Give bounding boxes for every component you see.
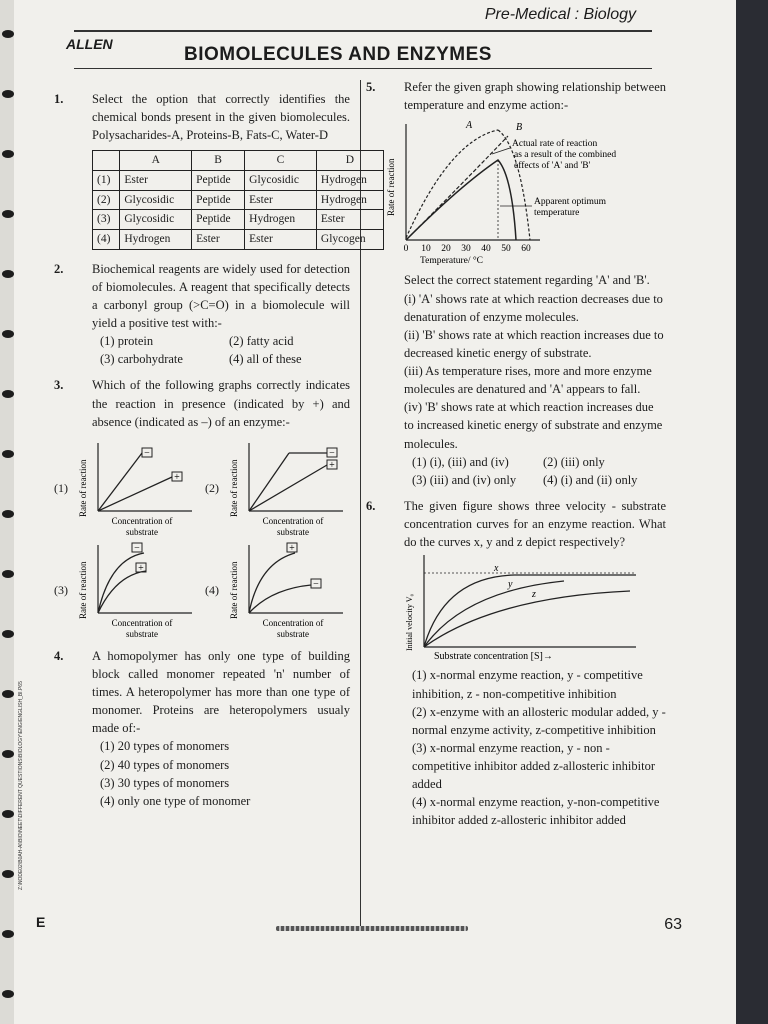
label-a: A bbox=[466, 120, 473, 132]
binding-ring bbox=[2, 990, 14, 998]
table-header bbox=[93, 151, 120, 171]
options-list bbox=[404, 453, 666, 489]
binding-ring bbox=[2, 450, 14, 458]
binding-ring bbox=[2, 750, 14, 758]
graph-option-1[interactable] bbox=[54, 439, 199, 539]
question-5-body bbox=[366, 271, 666, 489]
option[interactable]: (4) all of these bbox=[229, 352, 302, 367]
question-3 bbox=[54, 376, 350, 430]
graph-3-svg bbox=[80, 541, 198, 641]
curve-minus bbox=[249, 585, 311, 613]
y-axis-label: Initial velocity V₀ bbox=[405, 593, 414, 652]
binding-ring bbox=[2, 810, 14, 818]
statement: (iv) 'B' shows rate at which reaction increases due to increased kinetic energy of substrate and enzyme molecules. bbox=[404, 400, 663, 451]
binding-ring bbox=[2, 570, 14, 578]
x-axis-label: Concentration of bbox=[262, 515, 324, 526]
x-axis-label: substrate bbox=[277, 526, 309, 537]
plus-symbol: + bbox=[174, 471, 180, 483]
option[interactable]: (1) 20 types of monomers bbox=[100, 739, 230, 754]
y-axis-label: Rate of reaction bbox=[229, 561, 239, 619]
x-tick-label: 10 bbox=[421, 244, 431, 255]
subject-header: Pre-Medical : Biology bbox=[484, 6, 636, 23]
table-cell: Glycosidic bbox=[120, 190, 192, 210]
brand-logo: ALLEN bbox=[66, 36, 113, 52]
graph-label: (1) bbox=[54, 481, 68, 496]
question-text: Refer the given graph showing relationship between temperature and enzyme action:- bbox=[404, 80, 666, 113]
curve-plus bbox=[249, 465, 327, 511]
binding-ring bbox=[2, 930, 14, 938]
label-b: B bbox=[516, 122, 523, 134]
table-cell: Ester bbox=[245, 190, 317, 210]
annotation-pointer bbox=[492, 148, 510, 154]
table-cell: Hydrogen bbox=[245, 210, 317, 230]
option[interactable]: (1) protein bbox=[100, 334, 154, 349]
graph-label: (3) bbox=[54, 583, 68, 598]
option[interactable]: (4) x-normal enzyme reaction, y-non-competitive inhibitor added z-allosteric inhibitor added bbox=[412, 795, 660, 828]
x-axis-label: Concentration of bbox=[262, 617, 324, 628]
table-row bbox=[93, 230, 384, 250]
option[interactable]: (1) (i), (iii) and (iv) bbox=[412, 454, 509, 469]
curve-plus bbox=[98, 477, 172, 511]
binding-ring bbox=[2, 510, 14, 518]
option[interactable]: (2) (iii) only bbox=[543, 454, 605, 469]
table-cell: Ester bbox=[316, 210, 383, 230]
file-path-margin: Z:\NODE02\B0AH-AI\BIO\NEET\DIFFERENT QUESTIONS\BIOLOGY\ENG\ENGLISH_BI.P65 bbox=[18, 681, 24, 890]
textbook-page bbox=[14, 0, 736, 1024]
plus-symbol: + bbox=[138, 562, 144, 574]
binding-ring bbox=[2, 630, 14, 638]
graph-option-2[interactable] bbox=[205, 439, 350, 539]
option[interactable]: (2) fatty acid bbox=[229, 334, 294, 349]
statement: (iii) As temperature rises, more and more enzyme molecules are denatured and 'A' appears to fall. bbox=[404, 364, 652, 397]
question-5 bbox=[366, 78, 666, 114]
table-header: A bbox=[120, 151, 192, 171]
curve-x-label: x bbox=[494, 563, 499, 575]
footer-letter: E bbox=[36, 914, 46, 930]
table-cell: (4) bbox=[93, 230, 120, 250]
option[interactable]: (1) x-normal enzyme reaction, y - competitive inhibition, z - non-competitive inhibition bbox=[412, 668, 643, 701]
header-rule bbox=[74, 30, 652, 32]
table-cell: Glycosidic bbox=[120, 210, 192, 230]
x-tick-label: 60 bbox=[521, 244, 531, 255]
curve-y-label: y bbox=[508, 579, 513, 591]
graph-2-svg bbox=[231, 439, 349, 539]
graph-option-4[interactable] bbox=[205, 541, 350, 641]
binding-ring bbox=[2, 330, 14, 338]
graph-label: (4) bbox=[205, 583, 219, 598]
table-cell: Glycogen bbox=[316, 230, 383, 250]
table-cell: Ester bbox=[245, 230, 317, 250]
option[interactable]: (2) x-enzyme with an allosteric modular added, y - normal enzyme activity, z-competitive inhibition bbox=[412, 704, 666, 737]
table-header: B bbox=[192, 151, 245, 171]
curve-plus bbox=[249, 553, 295, 613]
table-header: D bbox=[316, 151, 383, 171]
question-number: 4. bbox=[54, 648, 64, 663]
annotation-text: Apparent optimum bbox=[534, 197, 607, 208]
binding-ring bbox=[2, 870, 14, 878]
plus-symbol: + bbox=[289, 542, 295, 554]
x-axis-label: substrate bbox=[277, 628, 309, 639]
spiral-binding bbox=[0, 0, 14, 1024]
question-number: 1. bbox=[54, 92, 64, 106]
table-cell: (3) bbox=[93, 210, 120, 230]
option[interactable]: (3) 30 types of monomers bbox=[100, 775, 230, 790]
x-axis-label: Temperature/ °C bbox=[420, 256, 484, 267]
question-4 bbox=[54, 647, 350, 810]
option[interactable]: (2) 40 types of monomers bbox=[100, 757, 230, 772]
page-number: 63 bbox=[664, 916, 682, 933]
binding-ring bbox=[2, 90, 14, 98]
table-cell: Ester bbox=[192, 230, 245, 250]
x-tick-label: 20 bbox=[441, 244, 451, 255]
curve-z bbox=[424, 591, 630, 647]
table-header-row bbox=[93, 151, 384, 171]
option[interactable]: (3) x-normal enzyme reaction, y - non - competitive inhibitor added z-allosteric inhibitor added bbox=[412, 740, 655, 792]
table-cell: Hydrogen bbox=[316, 190, 383, 210]
binding-ring bbox=[2, 30, 14, 38]
question-number: 5. bbox=[366, 80, 376, 94]
table-cell: Ester bbox=[120, 171, 192, 191]
question-text: The given figure shows three velocity - substrate concentration curves for an enzyme reaction. What do the curves x, y and z depict respectively? bbox=[404, 498, 666, 550]
curve-z-label: z bbox=[532, 589, 536, 601]
y-axis-label: Rate of reaction bbox=[386, 158, 396, 217]
binding-ring bbox=[2, 210, 14, 218]
minus-symbol: − bbox=[134, 542, 140, 554]
table-cell: Peptide bbox=[192, 210, 245, 230]
question-text: Select the option that correctly identifies the chemical bonds present in the given biomolecules. Polysacharides-A, Proteins-B, Fats-C, Water-D bbox=[92, 92, 350, 143]
question-6 bbox=[366, 497, 666, 551]
option[interactable]: (3) (iii) and (iv) only bbox=[412, 472, 517, 487]
y-axis-label: Rate of reaction bbox=[78, 561, 88, 619]
table-cell: (1) bbox=[93, 171, 120, 191]
question-prompt: Select the correct statement regarding 'A' and 'B'. bbox=[404, 273, 650, 288]
curve-minus bbox=[98, 453, 142, 511]
bonds-table bbox=[92, 150, 384, 249]
x-tick-label: 30 bbox=[461, 244, 471, 255]
velocity-graph bbox=[404, 551, 704, 661]
annotation-text: temperature bbox=[534, 208, 580, 219]
annotation-text: as a result of the combined bbox=[514, 150, 617, 161]
table-row bbox=[93, 171, 384, 191]
table-cell: Hydrogen bbox=[120, 230, 192, 250]
graph-1-svg bbox=[80, 439, 198, 539]
minus-symbol: − bbox=[144, 447, 150, 459]
x-tick-label: 40 bbox=[481, 244, 491, 255]
y-axis-label: Rate of reaction bbox=[78, 459, 88, 517]
right-column bbox=[366, 78, 666, 830]
question-1 bbox=[54, 90, 367, 250]
option[interactable]: (4) (i) and (ii) only bbox=[543, 472, 638, 487]
table-cell: Peptide bbox=[192, 190, 245, 210]
question-2 bbox=[54, 260, 350, 369]
question-6-options bbox=[366, 666, 666, 829]
y-axis-label: Rate of reaction bbox=[229, 459, 239, 517]
x-tick-label: 0 bbox=[403, 244, 409, 255]
question-number: 6. bbox=[366, 498, 376, 513]
temperature-graph bbox=[380, 116, 680, 266]
title-rule bbox=[74, 68, 652, 69]
x-axis-label: substrate bbox=[126, 628, 158, 639]
x-axis-label: Substrate concentration [S]→ bbox=[434, 651, 553, 663]
actual-rate-curve bbox=[406, 160, 516, 240]
table-cell: Peptide bbox=[192, 171, 245, 191]
enzyme-graphs-grid bbox=[54, 439, 350, 641]
curve-a bbox=[406, 130, 498, 238]
option[interactable]: (4) only one type of monomer bbox=[100, 793, 251, 808]
curve-y bbox=[424, 581, 564, 647]
curve-rise bbox=[249, 453, 289, 511]
left-column bbox=[54, 90, 367, 818]
table-cell: (2) bbox=[93, 190, 120, 210]
table-row bbox=[93, 210, 384, 230]
chapter-title: BIOMOLECULES AND ENZYMES bbox=[184, 44, 492, 65]
annotation-text: Actual rate of reaction bbox=[512, 139, 598, 150]
question-number: 3. bbox=[54, 378, 64, 393]
question-number: 2. bbox=[54, 261, 64, 276]
x-tick-label: 50 bbox=[501, 244, 511, 255]
graph-4-svg bbox=[231, 541, 349, 641]
binding-ring bbox=[2, 690, 14, 698]
graph-label: (2) bbox=[205, 481, 219, 496]
binding-ring bbox=[2, 270, 14, 278]
question-text: Which of the following graphs correctly indicates the reaction in presence (indicated by +) and absence (indicated as –) of an enzyme:- bbox=[92, 378, 350, 429]
table-row bbox=[93, 190, 384, 210]
question-text: A homopolymer has only one type of building block called monomer repeated 'n' number of times. A heteropolymer has more than one type of monomer. Proteins are heteropolymers usualy made of:- bbox=[92, 648, 350, 736]
table-cell: Hydrogen bbox=[316, 171, 383, 191]
plus-symbol: + bbox=[329, 459, 335, 471]
x-axis-label: substrate bbox=[126, 526, 158, 537]
table-header: C bbox=[245, 151, 317, 171]
table-cell: Glycosidic bbox=[245, 171, 317, 191]
minus-symbol: − bbox=[329, 447, 335, 459]
minus-symbol: − bbox=[313, 578, 319, 590]
curve-minus bbox=[98, 553, 144, 613]
annotation-text: effects of 'A' and 'B' bbox=[514, 161, 591, 172]
binding-ring bbox=[2, 150, 14, 158]
option[interactable]: (3) carbohydrate bbox=[100, 352, 183, 367]
binding-ring bbox=[2, 390, 14, 398]
curve-plus bbox=[98, 571, 146, 613]
statement: (i) 'A' shows rate at which reaction decreases due to denaturation of enzyme molecules. bbox=[404, 291, 663, 324]
graph-option-3[interactable] bbox=[54, 541, 199, 641]
question-text: Biochemical reagents are widely used for detection of biomolecules. A reagent that specifically detects a carbonyl group (>C=O) in a biomolecule will yield a positive test with:- bbox=[92, 261, 350, 331]
x-axis-label: Concentration of bbox=[111, 515, 173, 526]
footer-ornament bbox=[276, 926, 468, 931]
statement: (ii) 'B' shows rate at which reaction increases due to decreased kinetic energy of substrate. bbox=[404, 327, 664, 360]
x-axis-label: Concentration of bbox=[111, 617, 173, 628]
options-list bbox=[92, 332, 350, 368]
